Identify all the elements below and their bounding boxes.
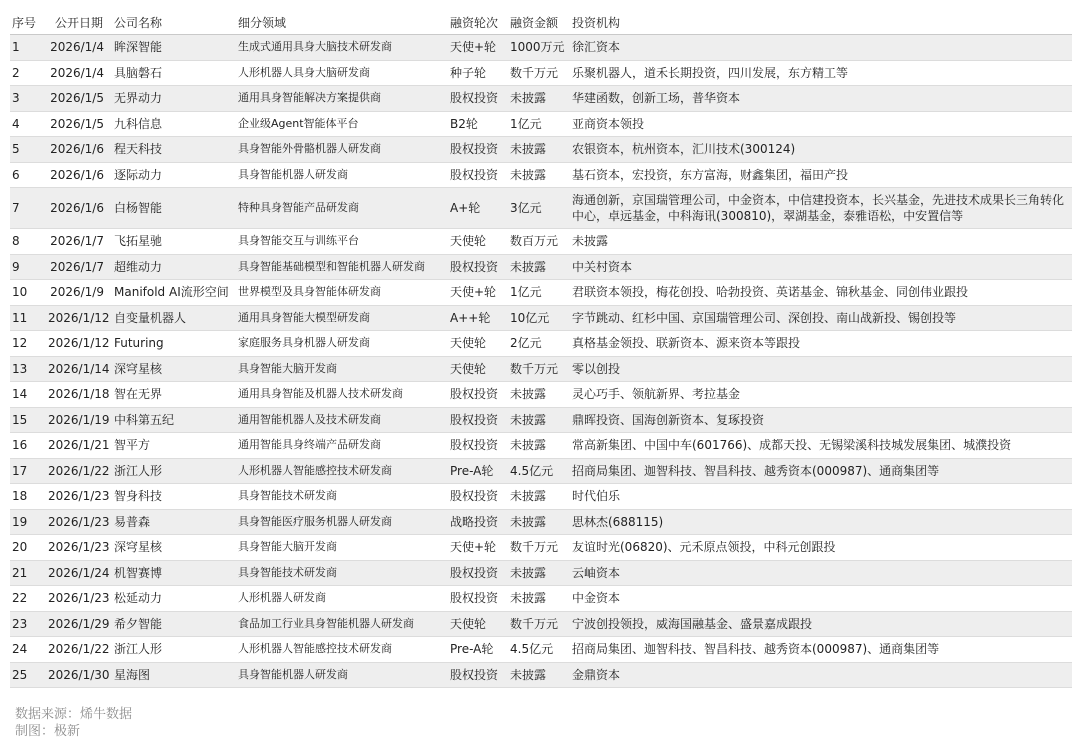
cell-round: 股权投资 [448, 137, 508, 163]
cell-investors: 云岫资本 [570, 560, 1072, 586]
cell-amount: 1亿元 [508, 280, 570, 306]
table-row [10, 458, 1072, 484]
cell-round: 股权投资 [448, 382, 508, 408]
cell-amount: 数千万元 [508, 60, 570, 86]
cell-date: 2026/1/9 [46, 280, 112, 306]
table-row [10, 433, 1072, 459]
cell-investors: 君联资本领投，梅花创投、哈勃投资、英诺基金、锦秋基金、同创伟业跟投 [570, 280, 1072, 306]
cell-company: 中科第五纪 [112, 407, 236, 433]
cell-sector: 具身智能机器人研发商 [236, 162, 448, 188]
cell-date: 2026/1/6 [46, 188, 112, 229]
cell-company: 自变量机器人 [112, 305, 236, 331]
cell-round: 天使+轮 [448, 35, 508, 61]
cell-investors: 徐汇资本 [570, 35, 1072, 61]
cell-date: 2026/1/5 [46, 111, 112, 137]
cell-round: B2轮 [448, 111, 508, 137]
table-row [10, 484, 1072, 510]
header-sector: 细分领域 [236, 10, 448, 35]
cell-investors: 零以创投 [570, 356, 1072, 382]
cell-sector: 人形机器人智能感控技术研发商 [236, 637, 448, 663]
financing-table [10, 10, 1072, 688]
cell-investors: 金鼎资本 [570, 662, 1072, 688]
cell-company: 易普森 [112, 509, 236, 535]
cell-company: 浙江人形 [112, 637, 236, 663]
chart-author-note: 制图：极新 [15, 724, 81, 739]
cell-date: 2026/1/4 [46, 35, 112, 61]
cell-date: 2026/1/14 [46, 356, 112, 382]
cell-round: 股权投资 [448, 484, 508, 510]
cell-company: 超维动力 [112, 254, 236, 280]
cell-no: 7 [10, 188, 46, 229]
cell-investors: 华建函数，创新工场，普华资本 [570, 86, 1072, 112]
table-row [10, 356, 1072, 382]
cell-amount: 未披露 [508, 86, 570, 112]
cell-round: 股权投资 [448, 586, 508, 612]
header-date: 公开日期 [46, 10, 112, 35]
cell-company: 机智赛博 [112, 560, 236, 586]
table-row [10, 162, 1072, 188]
header-amount: 融资金额 [508, 10, 570, 35]
cell-no: 25 [10, 662, 46, 688]
cell-date: 2026/1/4 [46, 60, 112, 86]
cell-amount: 未披露 [508, 560, 570, 586]
cell-round: 战略投资 [448, 509, 508, 535]
table-row [10, 188, 1072, 229]
cell-date: 2026/1/30 [46, 662, 112, 688]
cell-no: 19 [10, 509, 46, 535]
cell-date: 2026/1/19 [46, 407, 112, 433]
cell-amount: 未披露 [508, 162, 570, 188]
cell-amount: 未披露 [508, 137, 570, 163]
cell-sector: 特种具身智能产品研发商 [236, 188, 448, 229]
cell-round: 股权投资 [448, 662, 508, 688]
table-row [10, 305, 1072, 331]
cell-date: 2026/1/23 [46, 509, 112, 535]
cell-sector: 企业级Agent智能体平台 [236, 111, 448, 137]
cell-round: 天使轮 [448, 611, 508, 637]
cell-no: 10 [10, 280, 46, 306]
cell-investors: 灵心巧手、领航新界、考拉基金 [570, 382, 1072, 408]
cell-no: 4 [10, 111, 46, 137]
cell-company: 松延动力 [112, 586, 236, 612]
table-row [10, 280, 1072, 306]
cell-no: 11 [10, 305, 46, 331]
table-row [10, 86, 1072, 112]
cell-round: 种子轮 [448, 60, 508, 86]
cell-round: 股权投资 [448, 86, 508, 112]
cell-investors: 友谊时光(06820)、元禾原点领投，中科元创跟投 [570, 535, 1072, 561]
cell-investors: 常高新集团、中国中车(601766)、成都天投、无锡梁溪科技城发展集团、城濮投资 [570, 433, 1072, 459]
cell-round: A++轮 [448, 305, 508, 331]
table-row [10, 111, 1072, 137]
cell-amount: 数千万元 [508, 356, 570, 382]
table-row [10, 535, 1072, 561]
cell-date: 2026/1/22 [46, 637, 112, 663]
header-round: 融资轮次 [448, 10, 508, 35]
cell-round: 天使轮 [448, 356, 508, 382]
cell-sector: 人形机器人智能感控技术研发商 [236, 458, 448, 484]
cell-no: 18 [10, 484, 46, 510]
cell-sector: 人形机器人具身大脑研发商 [236, 60, 448, 86]
cell-sector: 通用具身智能解决方案提供商 [236, 86, 448, 112]
cell-investors: 时代伯乐 [570, 484, 1072, 510]
table-body [10, 35, 1072, 688]
cell-investors: 未披露 [570, 229, 1072, 255]
cell-amount: 10亿元 [508, 305, 570, 331]
header-no: 序号 [10, 10, 46, 35]
table-row [10, 331, 1072, 357]
cell-investors: 中金资本 [570, 586, 1072, 612]
cell-sector: 人形机器人研发商 [236, 586, 448, 612]
cell-sector: 世界模型及具身智能体研发商 [236, 280, 448, 306]
cell-company: 浙江人形 [112, 458, 236, 484]
cell-round: 股权投资 [448, 162, 508, 188]
cell-round: 股权投资 [448, 254, 508, 280]
cell-no: 1 [10, 35, 46, 61]
table-row [10, 35, 1072, 61]
cell-no: 23 [10, 611, 46, 637]
cell-amount: 数百万元 [508, 229, 570, 255]
table-row [10, 611, 1072, 637]
cell-no: 12 [10, 331, 46, 357]
cell-investors: 海通创新，京国瑞管理公司，中金资本，中信建投资本，长兴基金，先进技术成果长三角转化中心，卓远基金，中科海讯(300810)，翠湖基金，泰雅语松，中安置信等 [570, 188, 1072, 229]
cell-amount: 1000万元 [508, 35, 570, 61]
cell-no: 22 [10, 586, 46, 612]
cell-round: 股权投资 [448, 560, 508, 586]
cell-date: 2026/1/6 [46, 162, 112, 188]
cell-no: 24 [10, 637, 46, 663]
cell-company: 飞拓星驰 [112, 229, 236, 255]
cell-company: 眸深智能 [112, 35, 236, 61]
cell-date: 2026/1/24 [46, 560, 112, 586]
cell-sector: 家庭服务具身机器人研发商 [236, 331, 448, 357]
cell-investors: 农银资本，杭州资本，汇川技术(300124) [570, 137, 1072, 163]
footer [15, 706, 132, 740]
cell-company: 深穹星核 [112, 535, 236, 561]
cell-sector: 具身智能基础模型和智能机器人研发商 [236, 254, 448, 280]
cell-sector: 具身智能外骨骼机器人研发商 [236, 137, 448, 163]
table-row [10, 509, 1072, 535]
cell-amount: 数千万元 [508, 611, 570, 637]
cell-date: 2026/1/23 [46, 535, 112, 561]
cell-round: 股权投资 [448, 433, 508, 459]
data-source-note: 数据来源：烯牛数据 [15, 707, 133, 722]
table-row [10, 662, 1072, 688]
cell-date: 2026/1/18 [46, 382, 112, 408]
cell-company: 白杨智能 [112, 188, 236, 229]
cell-investors: 招商局集团、迦智科技、智昌科技、越秀资本(000987)、通商集团等 [570, 637, 1072, 663]
cell-sector: 具身智能交互与训练平台 [236, 229, 448, 255]
cell-sector: 具身智能机器人研发商 [236, 662, 448, 688]
cell-date: 2026/1/22 [46, 458, 112, 484]
cell-no: 20 [10, 535, 46, 561]
cell-investors: 鼎晖投资、国海创新资本、复琢投资 [570, 407, 1072, 433]
cell-investors: 字节跳动、红杉中国、京国瑞管理公司、深创投、南山战新投、锡创投等 [570, 305, 1072, 331]
cell-company: 星海图 [112, 662, 236, 688]
cell-round: Pre-A轮 [448, 637, 508, 663]
cell-no: 21 [10, 560, 46, 586]
cell-sector: 具身智能大脑开发商 [236, 356, 448, 382]
table-row [10, 560, 1072, 586]
cell-amount: 未披露 [508, 586, 570, 612]
cell-date: 2026/1/23 [46, 586, 112, 612]
cell-company: 逐际动力 [112, 162, 236, 188]
cell-sector: 通用智能机器人及技术研发商 [236, 407, 448, 433]
table-row [10, 637, 1072, 663]
cell-investors: 真格基金领投、联新资本、源来资本等跟投 [570, 331, 1072, 357]
cell-sector: 通用智能具身终端产品研发商 [236, 433, 448, 459]
cell-amount: 4.5亿元 [508, 458, 570, 484]
cell-no: 13 [10, 356, 46, 382]
cell-date: 2026/1/29 [46, 611, 112, 637]
cell-amount: 未披露 [508, 433, 570, 459]
cell-date: 2026/1/21 [46, 433, 112, 459]
cell-no: 17 [10, 458, 46, 484]
header-company: 公司名称 [112, 10, 236, 35]
table-row [10, 60, 1072, 86]
cell-no: 6 [10, 162, 46, 188]
cell-date: 2026/1/5 [46, 86, 112, 112]
cell-company: 智身科技 [112, 484, 236, 510]
cell-company: Manifold AI流形空间 [112, 280, 236, 306]
cell-sector: 生成式通用具身大脑技术研发商 [236, 35, 448, 61]
cell-company: 深穹星核 [112, 356, 236, 382]
cell-investors: 宁波创投领投，威海国融基金、盛景嘉成跟投 [570, 611, 1072, 637]
cell-amount: 未披露 [508, 382, 570, 408]
cell-amount: 数千万元 [508, 535, 570, 561]
cell-sector: 具身智能大脑开发商 [236, 535, 448, 561]
cell-amount: 未披露 [508, 407, 570, 433]
cell-company: 九科信息 [112, 111, 236, 137]
cell-amount: 4.5亿元 [508, 637, 570, 663]
cell-investors: 思林杰(688115) [570, 509, 1072, 535]
cell-round: 天使轮 [448, 331, 508, 357]
cell-amount: 2亿元 [508, 331, 570, 357]
cell-date: 2026/1/12 [46, 305, 112, 331]
cell-amount: 未披露 [508, 254, 570, 280]
table-header [10, 10, 1072, 35]
cell-investors: 亚商资本领投 [570, 111, 1072, 137]
cell-company: 希夕智能 [112, 611, 236, 637]
cell-round: 天使+轮 [448, 280, 508, 306]
cell-company: Futuring [112, 331, 236, 357]
table-row [10, 229, 1072, 255]
cell-no: 2 [10, 60, 46, 86]
cell-no: 8 [10, 229, 46, 255]
cell-investors: 基石资本，宏投资，东方富海，财鑫集团，福田产投 [570, 162, 1072, 188]
cell-no: 5 [10, 137, 46, 163]
cell-sector: 具身智能医疗服务机器人研发商 [236, 509, 448, 535]
cell-amount: 未披露 [508, 484, 570, 510]
cell-round: 股权投资 [448, 407, 508, 433]
cell-sector: 通用具身智能及机器人技术研发商 [236, 382, 448, 408]
cell-sector: 具身智能技术研发商 [236, 484, 448, 510]
cell-company: 无界动力 [112, 86, 236, 112]
cell-sector: 通用具身智能大模型研发商 [236, 305, 448, 331]
cell-date: 2026/1/7 [46, 229, 112, 255]
cell-amount: 未披露 [508, 662, 570, 688]
cell-round: 天使轮 [448, 229, 508, 255]
cell-date: 2026/1/23 [46, 484, 112, 510]
table-row [10, 382, 1072, 408]
table-row [10, 407, 1072, 433]
cell-no: 9 [10, 254, 46, 280]
cell-investors: 乐聚机器人，道禾长期投资，四川发展，东方精工等 [570, 60, 1072, 86]
cell-company: 具脑磐石 [112, 60, 236, 86]
cell-amount: 3亿元 [508, 188, 570, 229]
table-row [10, 137, 1072, 163]
cell-round: A+轮 [448, 188, 508, 229]
cell-company: 智平方 [112, 433, 236, 459]
cell-no: 14 [10, 382, 46, 408]
cell-amount: 1亿元 [508, 111, 570, 137]
cell-date: 2026/1/6 [46, 137, 112, 163]
cell-date: 2026/1/7 [46, 254, 112, 280]
header-investors: 投资机构 [570, 10, 1072, 35]
cell-company: 程天科技 [112, 137, 236, 163]
cell-investors: 中关村资本 [570, 254, 1072, 280]
cell-investors: 招商局集团、迦智科技、智昌科技、越秀资本(000987)、通商集团等 [570, 458, 1072, 484]
table-row [10, 586, 1072, 612]
cell-no: 3 [10, 86, 46, 112]
cell-round: 天使+轮 [448, 535, 508, 561]
cell-no: 15 [10, 407, 46, 433]
header-row [10, 10, 1072, 35]
table-row [10, 254, 1072, 280]
cell-sector: 食品加工行业具身智能机器人研发商 [236, 611, 448, 637]
cell-sector: 具身智能技术研发商 [236, 560, 448, 586]
cell-company: 智在无界 [112, 382, 236, 408]
cell-round: Pre-A轮 [448, 458, 508, 484]
cell-amount: 未披露 [508, 509, 570, 535]
cell-date: 2026/1/12 [46, 331, 112, 357]
cell-no: 16 [10, 433, 46, 459]
